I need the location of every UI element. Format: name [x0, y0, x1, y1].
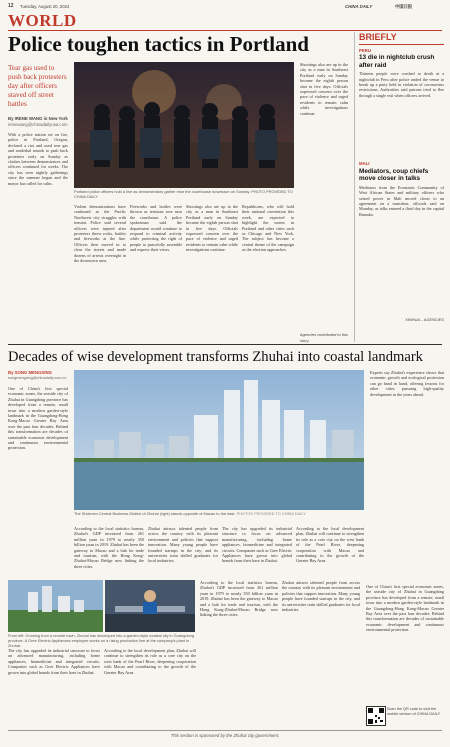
lead-deck: Tear gas used to push back protesters day after officers staved off street battles	[8, 64, 67, 108]
feature-caption-text: The Shizimen Central Business District of Zhuhai (right) stands opposite of Macao to the east.	[74, 511, 236, 516]
feature-col6-lower: One of China's first special economic zones, the seaside city of Zhuhai in Guangdong province has developed from a remote, small town into a modern garden-style landmark in the Guangdong-Hong Kong-Macao Greater Bay Area over the past four decades. Behind this transformation are decades of sustainable economic development and continuous environmental protection.	[366, 584, 444, 633]
brief2-place: MALI	[359, 161, 370, 167]
inset-photo-2	[105, 580, 195, 632]
footer-rule	[8, 730, 442, 731]
qr-code-icon	[367, 707, 385, 725]
feature-col5-lower: According to the local development plan, Zhuhai will continue to strengthen its role as a core city on the west bank of the Pearl River, deepening cooperation with Macao and contributing to the growth of the Greater Bay Area.	[104, 648, 196, 675]
section-title: WORLD	[8, 11, 77, 30]
lead-body-col2: Violent demonstrations have continued as the Pacific Northwest city struggles with tension. Police said several officers were injured after protesters threw rocks, bottles and fireworks at the line. Officers then moved in to clear the streets and made dozens of arrests overnight in the downtown area.	[74, 204, 126, 264]
zhuhai-skyline-image	[74, 370, 364, 510]
page-divider	[8, 344, 442, 345]
issue-date: Tuesday, August 20, 2024	[20, 4, 70, 9]
feature-email: songmengxing@chinadaily.com.cn	[8, 376, 67, 380]
lead-photo	[74, 62, 294, 188]
paper-name-cn: 中国日报	[395, 4, 413, 9]
lead-body-col3: Fireworks and bottles were thrown as tensions rose near the courthouse. A police spokesman said the department would continue to respond to criminal activity while protecting the right of people to peacefully assemble and express their views.	[130, 204, 182, 253]
briefly-rule	[359, 44, 444, 45]
lead-body-right: Shootings also are up in the city as a man in Southeast Portland early on Sunday became the eighth person shot in five days. Officials expressed concern over the pace of violence and urged residents to remain calm while investigations continue.	[300, 62, 348, 116]
lead-byline: By IRENE WANG in New York	[8, 116, 68, 121]
section-rule	[8, 30, 442, 31]
lead-headline: Police toughen tactics in Portland	[8, 32, 309, 56]
feature-col4-lower: The city has upgraded its industrial structure to focus on advanced manufacturing, including home appliances, biomedicine and integrated circuits. Companies such as Gree Electric Appliances have grown into global brands from their base in Zhuhai.	[8, 648, 100, 675]
feature-photo-caption	[74, 512, 364, 517]
lead-email: irenewang@chinadailyusa.com	[8, 122, 68, 127]
brief2-head: Mediators, coup chiefs move closer in talks	[359, 167, 429, 183]
feature-caption-credit: PHOTOS PROVIDED TO CHINA DAILY	[236, 511, 306, 516]
lead-body-col5: Republicans, who will hold their national convention this week, are expected to highlight the unrest in Portland and other cities such as Chicago and New York. The subject has become a central theme of the campaign as the election approaches.	[242, 204, 294, 253]
feature-byline: By SONG MENGXING	[8, 370, 52, 375]
garden-city-image	[8, 580, 103, 632]
qr-note: Scan the QR code to visit the mobile version of CHINA DAILY	[387, 707, 441, 716]
lead-body-col1: With a police station set on fire, police in Portland, Oregon, declared a riot and used tear gas and nonlethal rounds to push back protesters early on Sunday as clashes between demonstrators and officers continued for weeks. The city has seen nightly gatherings since the summer began and the mayor has called for calm.	[8, 132, 68, 186]
briefly-sidebar	[354, 32, 444, 342]
lead-body-col4: Shootings also are up in the city as a man in Southeast Portland early on Sunday became the eighth person shot in five days. Officials expressed concern over the pace of violence and urged residents to remain calm while investigations continue.	[186, 204, 238, 253]
feature-col3-lower: Zhuhai attracts talented people from across the country with its pleasant environment and policies that support innovation. Many young people have founded startups in the city, and its universities train skilled graduates for local industries.	[282, 580, 360, 613]
brief1-place: PERU	[359, 47, 371, 53]
footer-sponsor: This section is sponsored by the Zhuhai city government.	[170, 733, 280, 738]
feature-col3: Zhuhai attracts talented people from across the country with its pleasant environment and policies that support innovation. Many young people have founded startups in the city, and its universities train skilled graduates for local industries.	[148, 526, 218, 564]
lead-photo-caption: Portland police officers hold a line as demonstrators gather near the courthouse downtown on Sunday. PHOTO PROVIDED TO CHINA DAILY	[74, 189, 293, 199]
briefly-label: BRIEFLY	[359, 32, 397, 42]
briefly-credit: XINHUA – AGENCIES	[405, 316, 444, 322]
lead-continued: Agencies contributed to this story.	[300, 332, 348, 343]
feature-col4: The city has upgraded its industrial structure to focus on advanced manufacturing, including home appliances, biomedicine and integrated circuits. Companies such as Gree Electric Appliances have grown into global brands from their base in Zhuhai.	[222, 526, 292, 564]
feature-col1: One of China's first special economic zones, the seaside city of Zhuhai in Guangdong province has developed from a remote, small town into a modern garden-style landmark in the Guangdong-Hong Kong-Macao Greater Bay Area over the past four decades. Behind this transformation are decades of sustainable economic development and continuous environmental protection.	[8, 386, 68, 451]
factory-worker-image	[105, 580, 195, 632]
feature-photo	[74, 370, 364, 510]
paper-name: CHINA DAILY	[345, 4, 373, 9]
qr-code[interactable]	[366, 706, 386, 726]
inset-photo-1	[8, 580, 103, 632]
feature-col6: Experts say Zhuhai's experience shows that economic growth and ecological protection can go hand in hand, offering lessons for other cities pursuing high-quality development in the years ahead.	[370, 370, 444, 397]
feature-col5: According to the local development plan, Zhuhai will continue to strengthen its role as a core city on the west bank of the Pearl River, deepening cooperation with Macao and contributing to the growth of the Greater Bay Area.	[296, 526, 364, 564]
brief2-body: Mediators from the Economic Community of West African States and military officers who seized power in Mali moved closer to an agreement on a transition, officials said on Monday, as talks entered a third day in the capital Bamako.	[359, 184, 444, 217]
brief1-body: Thirteen people were crushed to death at a nightclub in Peru after police raided the venue to break up a party held in violation of coronavirus restrictions. Authorities said patrons tried to flee through a single exit when officers arrived.	[359, 71, 444, 98]
feature-col2: According to the local statistics bureau, Zhuhai's GDP increased from 261 million yuan in 1979 to nearly 350 billion yuan in 2019. Zhuhai has been the gateway to Macao and a hub for trade and tourism, with the Hong Kong-Zhuhai-Macao Bridge now linking the three cities.	[74, 526, 144, 569]
feature-col2-lower: According to the local statistics bureau, Zhuhai's GDP increased from 261 million yuan in 1979 to nearly 350 billion yuan in 2019. Zhuhai has been the gateway to Macao and a hub for trade and tourism, with the Hong Kong-Zhuhai-Macao Bridge now linking the three cities.	[200, 580, 278, 618]
inset-caption: From left: Growing from a remote town, Zhuhai has developed into a garden-style coastal city in Guangdong province. A Gree Electric Appliances employee works on a rising production line at the company's plant in Zhuhai.	[8, 633, 194, 648]
page-number: 12	[8, 3, 14, 9]
riot-police-image	[74, 62, 294, 188]
brief1-head: 13 die in nightclub crush after raid	[359, 54, 435, 69]
feature-headline: Decades of wise development transforms Zhuhai into coastal landmark	[8, 349, 423, 365]
